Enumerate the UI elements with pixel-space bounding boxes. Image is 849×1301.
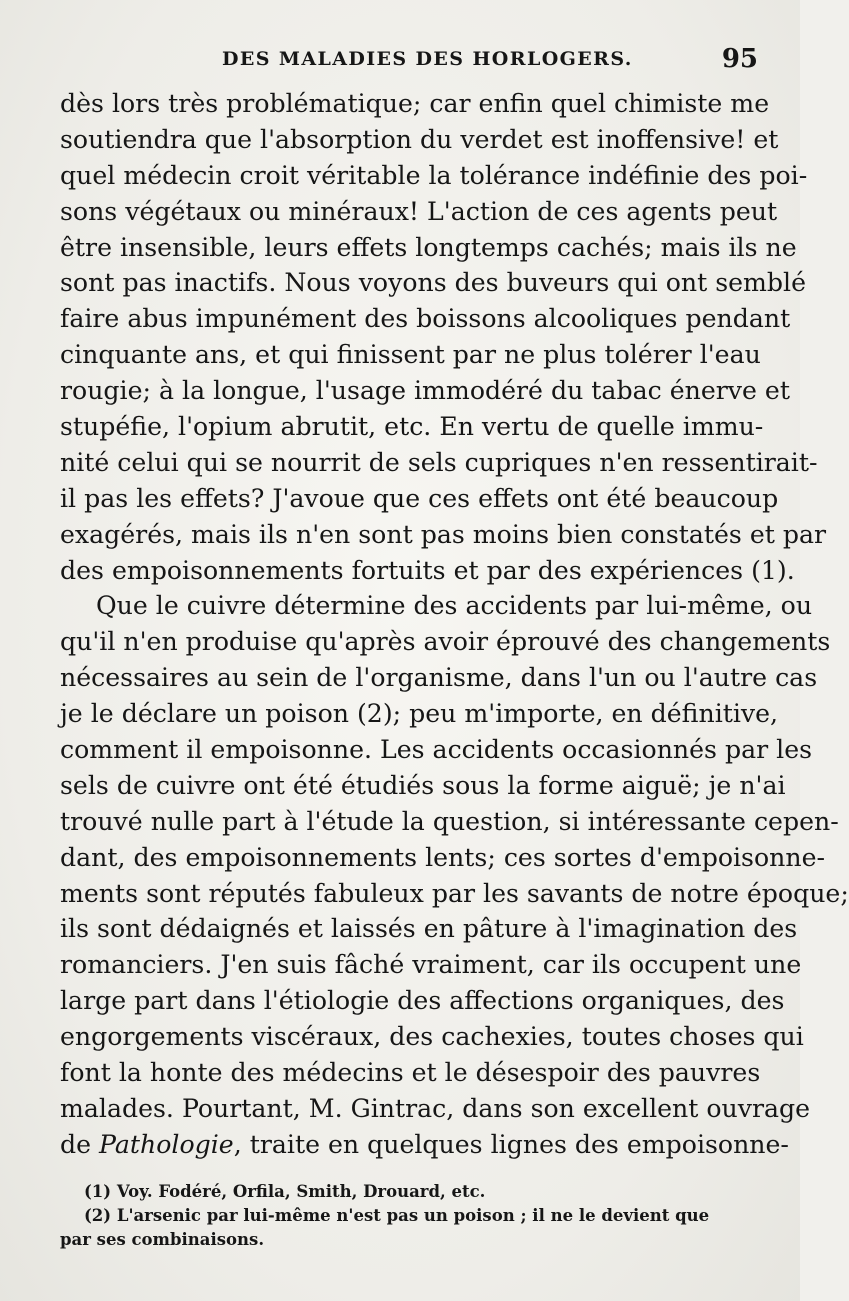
text-line: quel médecin croit véritable la tolérance indéfinie des poi- <box>60 160 808 190</box>
text-line: faire abus impunément des boissons alcooliques pendant <box>60 304 791 334</box>
text-line: nité celui qui se nourrit de sels cupriques n'en ressentirait- <box>60 447 818 477</box>
text-line: nécessaires au sein de l'organisme, dans l'un ou l'autre cas <box>60 663 818 693</box>
text-line: stupéfie, l'opium abrutit, etc. En vertu de quelle immu- <box>60 412 764 442</box>
text-line: malades. Pourtant, M. Gintrac, dans son excellent ouvrage <box>60 1093 811 1123</box>
text-line: ils sont dédaignés et laissés en pâture à l'imagination des <box>60 914 798 944</box>
italic-book-title: Pathologie <box>99 1129 234 1159</box>
footnotes <box>60 1180 760 1252</box>
text-line: trouvé nulle part à l'étude la question, si intéressante cepen- <box>60 806 839 836</box>
footnote: (2) L'arsenic par lui-même n'est pas un poison ; il ne le devient que <box>84 1206 710 1225</box>
body-text <box>60 86 849 1163</box>
text-line: des empoisonnements fortuits et par des expériences (1). <box>60 555 795 585</box>
text-line: dant, des empoisonnements lents; ces sortes d'empoisonne- <box>60 842 825 872</box>
text-segment: , traite en quelques lignes des empoisonne- <box>233 1129 789 1159</box>
footnote: (1) Voy. Fodéré, Orfila, Smith, Drouard, etc. <box>84 1182 486 1201</box>
text-line: large part dans l'étiologie des affections organiques, des <box>60 986 785 1016</box>
text-line: comment il empoisonne. Les accidents occasionnés par les <box>60 735 813 765</box>
text-line: Que le cuivre détermine des accidents par lui-même, ou <box>96 591 813 621</box>
text-line: rougie; à la longue, l'usage immodéré du tabac énerve et <box>60 376 790 406</box>
text-line: soutiendra que l'absorption du verdet est inoffensive! et <box>60 124 779 154</box>
text-segment: de <box>60 1129 100 1159</box>
text-line: font la honte des médecins et le désespoir des pauvres <box>60 1058 761 1088</box>
text-line: être insensible, leurs effets longtemps cachés; mais ils ne <box>60 232 797 262</box>
text-line: je le déclare un poison (2); peu m'importe, en définitive, <box>60 699 779 729</box>
footnote-continuation: par ses combinaisons. <box>60 1230 265 1249</box>
text-line: sons végétaux ou minéraux! L'action de ces agents peut <box>60 196 778 226</box>
text-line: exagérés, mais ils n'en sont pas moins bien constatés et par <box>60 519 827 549</box>
page-number: 95 <box>721 44 758 74</box>
text-line: qu'il n'en produise qu'après avoir éprouvé des changements <box>60 627 831 657</box>
text-line: il pas les effets? J'avoue que ces effets ont été beaucoup <box>60 483 779 513</box>
text-line: engorgements viscéraux, des cachexies, toutes choses qui <box>60 1022 804 1052</box>
text-line-with-italic <box>60 1127 789 1163</box>
text-line: romanciers. J'en suis fâché vraiment, car ils occupent une <box>60 950 802 980</box>
text-line: dès lors très problématique; car enfin quel chimiste me <box>60 89 770 118</box>
text-line: sels de cuivre ont été étudiés sous la forme aiguë; je n'ai <box>60 770 786 800</box>
text-line: sont pas inactifs. Nous voyons des buveurs qui ont semblé <box>60 268 807 298</box>
running-title: DES MALADIES DES HORLOGERS. <box>222 48 633 70</box>
page-header <box>60 46 760 74</box>
text-line: ments sont réputés fabuleux par les savants de notre époque; <box>60 878 849 908</box>
text-line: cinquante ans, et qui finissent par ne plus tolérer l'eau <box>60 340 761 370</box>
